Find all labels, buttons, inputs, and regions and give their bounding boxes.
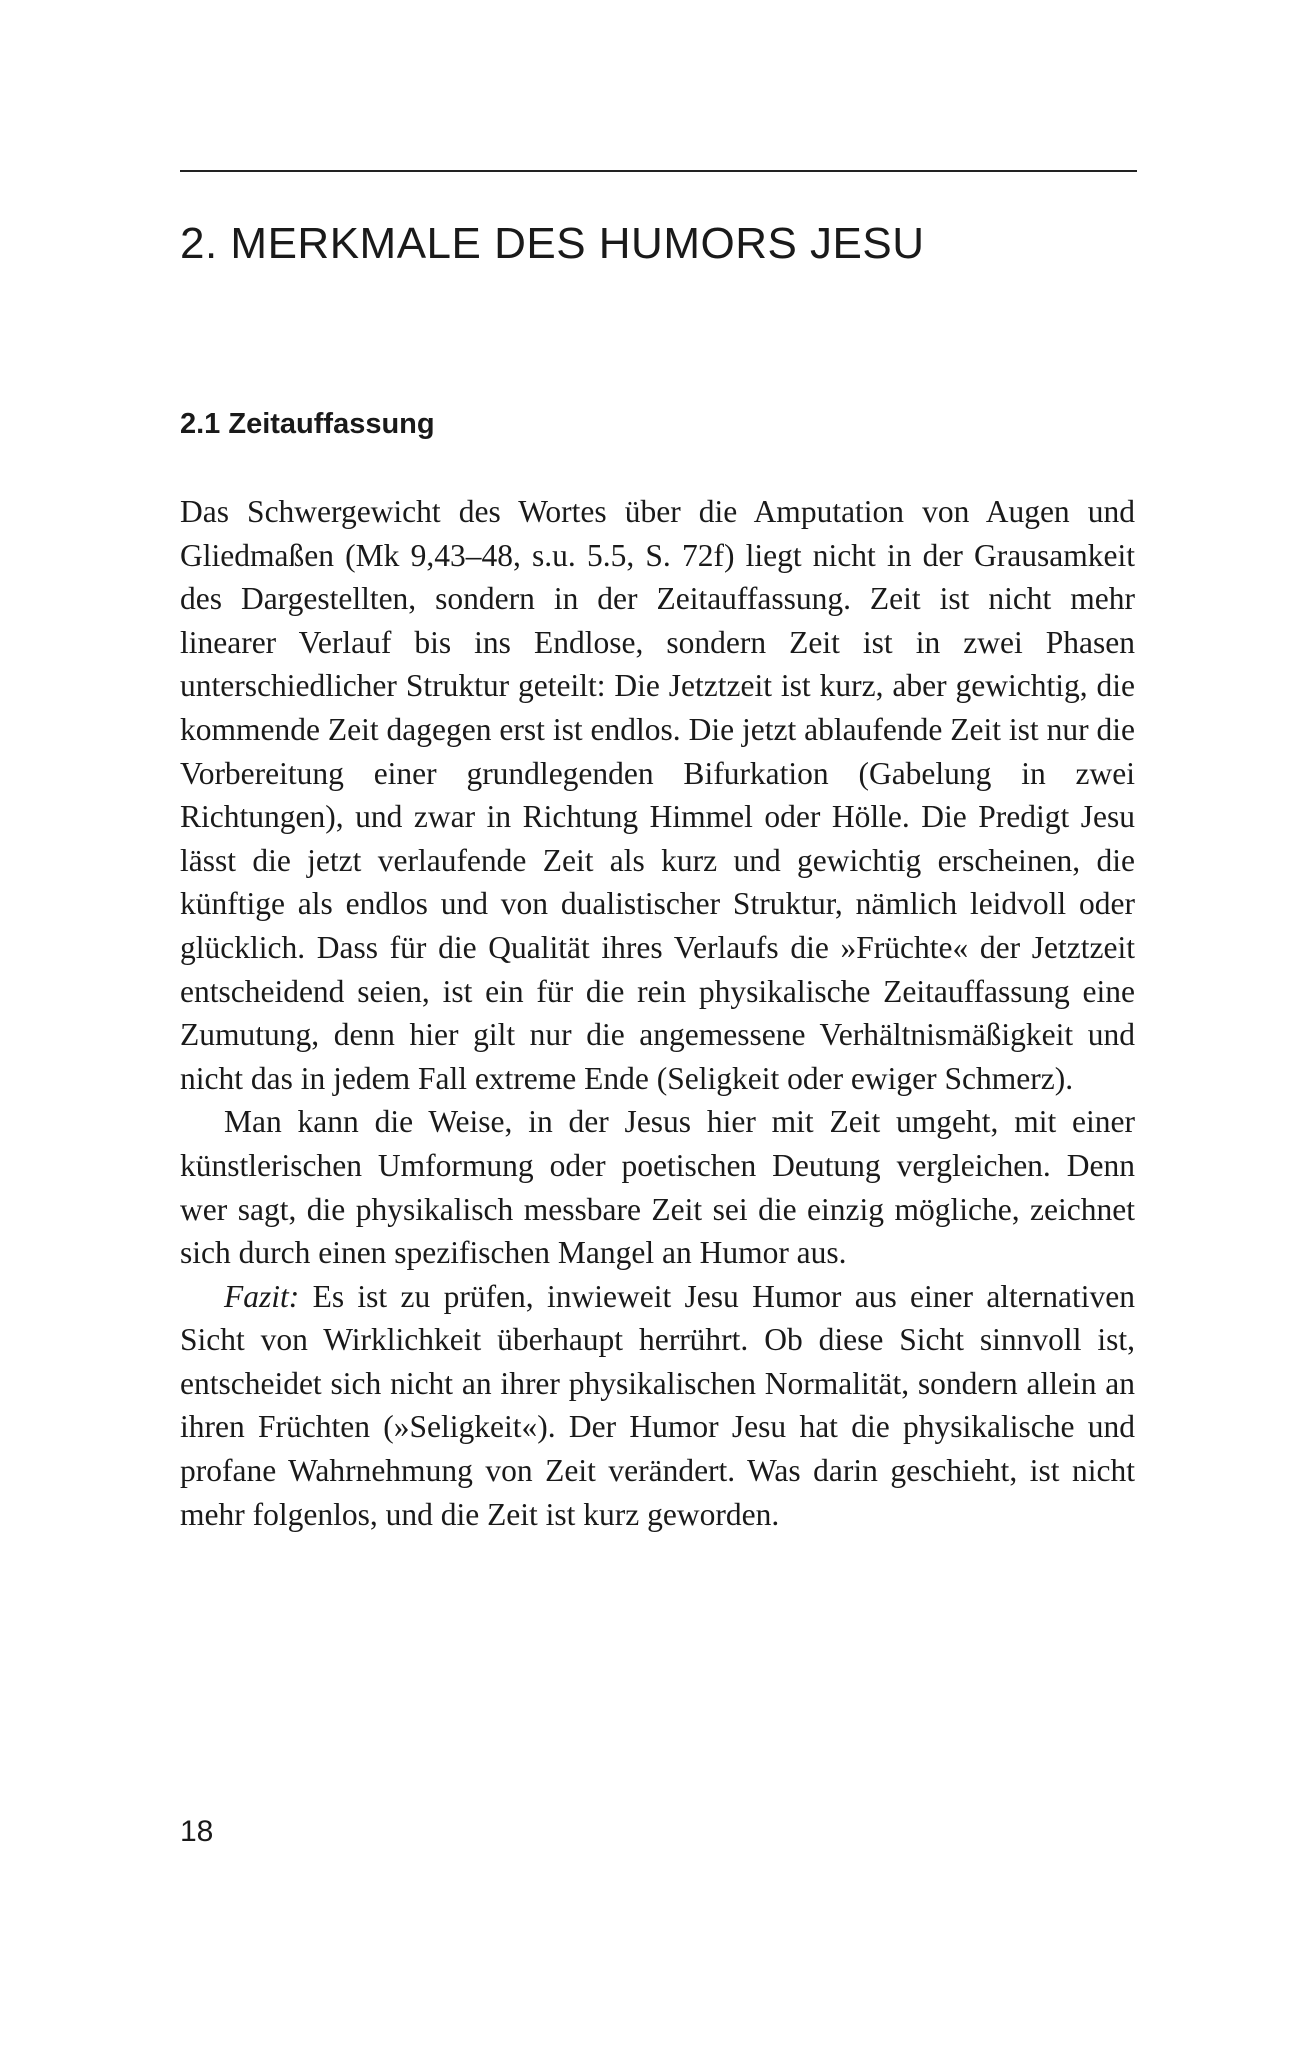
section-heading: 2.1 Zeitauffassung [180, 408, 435, 440]
conclusion-label: Fazit: [224, 1278, 300, 1314]
page-number: 18 [180, 1815, 214, 1848]
chapter-heading: 2. MERKMALE DES HUMORS JESU [180, 219, 925, 268]
paragraph: Man kann die Weise, in der Jesus hier mit Zeit umgeht, mit einer künstlerischen Umformung oder poetischen Deutung vergleichen. Denn wer sagt, die physikalisch messbare Zeit sei die einzig mögliche, zeichnet sich durch einen spezifischen Mangel an Humor aus. [180, 1104, 1135, 1271]
paragraph: Das Schwergewicht des Wortes über die Amputation von Augen und Gliedmaßen (Mk 9,43–48, s.u. 5.5, S. 72f) liegt nicht in der Grausamkeit des Dargestellten, sondern in der Zeitauffassung. Zeit ist nicht mehr linearer Verlauf bis ins Endlose, sondern Zeit ist in zwei Phasen unterschiedlicher Struktur geteilt: Die Jetztzeit ist kurz, aber gewichtig, die kommende Zeit dagegen erst ist endlos. Die jetzt ablaufende Zeit ist nur die Vorbereitung einer grundlegenden Bifurkation (Gabelung in zwei Richtungen), und zwar in Richtung Himmel oder Hölle. Die Predigt Jesu lässt die jetzt verlaufende Zeit als kurz und gewichtig erscheinen, die künftige als endlos und von dualistischer Struktur, nämlich leidvoll oder glücklich. Dass für die Qualität ihres Verlaufs die »Früchte« der Jetztzeit entscheidend seien, ist ein für die rein physikalische Zeitauffassung eine Zumutung, denn hier gilt nur die angemessene Verhältnismäßigkeit und nicht das in jedem Fall extreme Ende (Seligkeit oder ewiger Schmerz). [180, 494, 1135, 1096]
paragraph [180, 1275, 1135, 1537]
paragraph-text: Es ist zu prüfen, inwieweit Jesu Humor aus einer alternativen Sicht von Wirklichkeit überhaupt herrührt. Ob diese Sicht sinnvoll ist, entscheidet sich nicht an ihrer physikalischen Normalität, sondern allein an ihren Früchten (»Seligkeit«). Der Humor Jesu hat die physikalische und profane Wahrnehmung von Zeit verändert. Was darin geschieht, ist nicht mehr folgenlos, und die Zeit ist kurz geworden. [180, 1278, 1135, 1532]
body-text [180, 490, 1135, 1536]
top-rule [180, 170, 1137, 172]
